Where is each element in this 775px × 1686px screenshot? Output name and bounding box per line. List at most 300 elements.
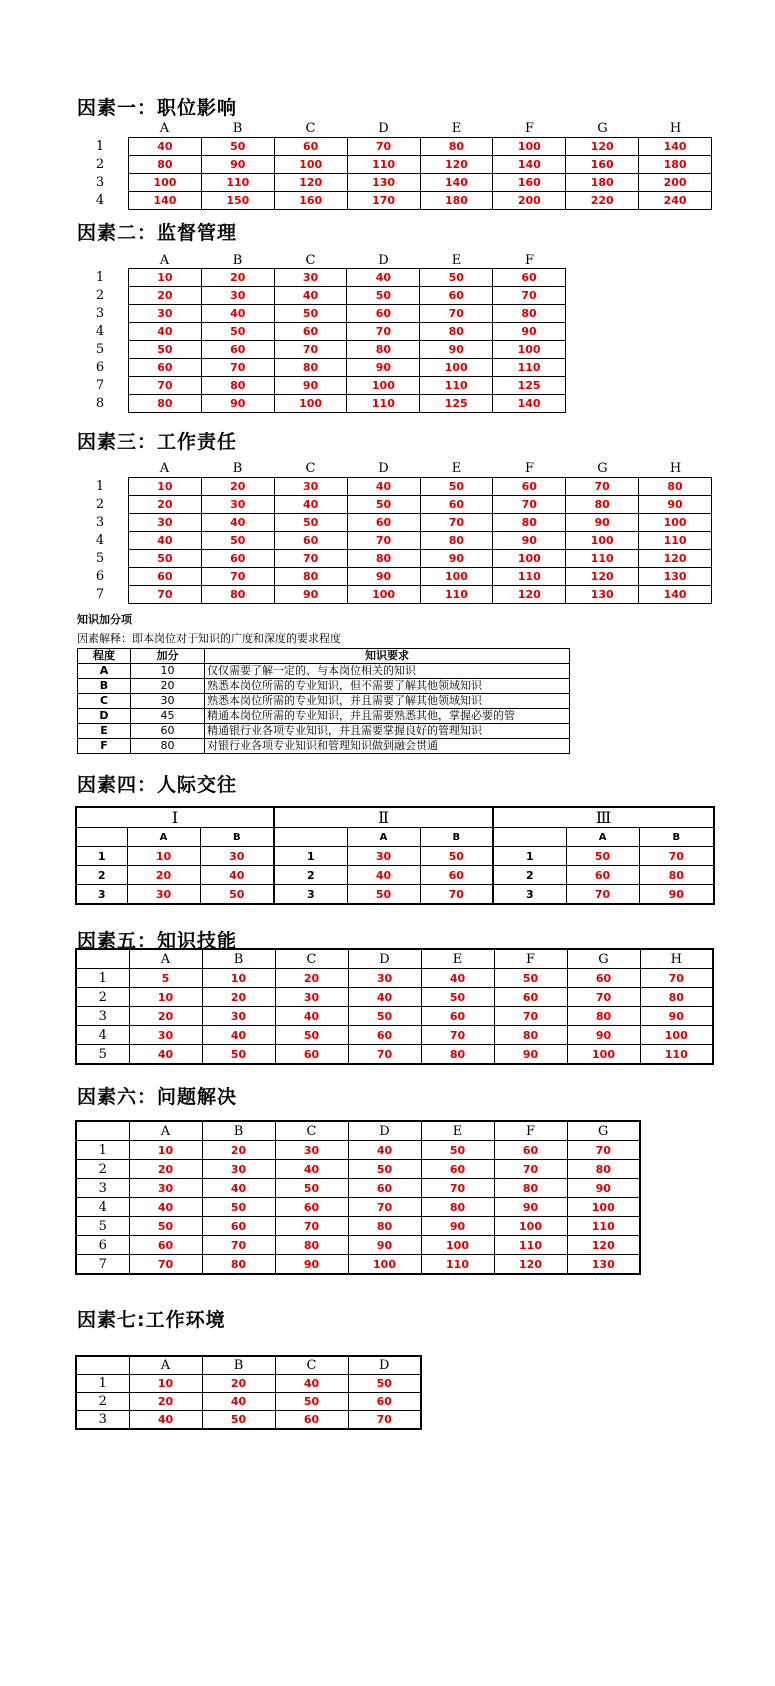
f6-col-header: B: [202, 1121, 275, 1141]
f2-row-number: 4: [95, 324, 105, 339]
value-cell: 60: [129, 359, 202, 377]
group-header: Ⅰ: [76, 807, 274, 828]
table-row: [129, 156, 712, 174]
value-cell: 50: [348, 1007, 421, 1026]
table-row: [129, 192, 712, 210]
value-cell: 200: [639, 174, 712, 192]
value-cell: 30: [274, 269, 347, 287]
value-cell: 60: [202, 1217, 275, 1236]
table-row: [76, 847, 714, 866]
f7-row-number: 3: [76, 1411, 129, 1430]
value-cell: 40: [129, 1198, 202, 1217]
f1-row-number: 2: [95, 157, 105, 172]
value-cell: 160: [274, 192, 347, 210]
value-cell: 60: [347, 305, 420, 323]
value-cell: 40: [274, 496, 347, 514]
value-cell: 70: [348, 1045, 421, 1065]
table-row: [129, 586, 712, 604]
value-cell: 200: [493, 192, 566, 210]
table-row: [76, 1411, 421, 1430]
row-number: 3: [274, 885, 347, 905]
table-row: [129, 395, 566, 413]
value-cell: 80: [493, 514, 566, 532]
value-cell: 80: [275, 1236, 348, 1255]
value-cell: 20: [129, 1393, 202, 1411]
value-cell: 50: [129, 550, 202, 568]
value-cell: 120: [566, 568, 639, 586]
f5-row-number: 2: [76, 988, 129, 1007]
f5-col-header: C: [275, 949, 348, 969]
value-cell: 50: [347, 287, 420, 305]
value-cell: 60: [348, 1393, 421, 1411]
value-cell: 60: [348, 1026, 421, 1045]
value-cell: 110: [421, 1255, 494, 1275]
value-cell: 80: [347, 341, 420, 359]
f3-col-header: C: [305, 461, 316, 476]
f6-row-number: 6: [76, 1236, 129, 1255]
f6-row-number: 7: [76, 1255, 129, 1275]
value-cell: 90: [347, 568, 420, 586]
f3-row-number: 1: [95, 479, 105, 494]
value-cell: 160: [566, 156, 639, 174]
value-cell: 30: [201, 496, 274, 514]
value-cell: 50: [129, 1217, 202, 1236]
value-cell: 70: [347, 323, 420, 341]
value-cell: 10: [129, 269, 202, 287]
value-cell: 70: [202, 1236, 275, 1255]
value-cell: 220: [566, 192, 639, 210]
header-row: [76, 1121, 640, 1141]
value-cell: 50: [420, 478, 493, 496]
value-cell: 40: [347, 866, 420, 885]
value-cell: 70: [493, 287, 566, 305]
value-cell: 70: [201, 568, 274, 586]
value-cell: 100: [494, 1217, 567, 1236]
requirement-cell: 精通银行业各项专业知识，并且需要掌握良好的管理知识: [205, 724, 570, 739]
value-cell: 50: [347, 496, 420, 514]
value-cell: 70: [348, 1411, 421, 1430]
value-cell: 70: [274, 341, 347, 359]
table-row: [78, 724, 570, 739]
value-cell: 50: [348, 1160, 421, 1179]
knowledge-header: 知识要求: [205, 649, 570, 664]
value-cell: 70: [494, 1007, 567, 1026]
value-cell: 10: [129, 1141, 202, 1160]
f2-col-header: A: [159, 253, 170, 268]
value-cell: 80: [348, 1217, 421, 1236]
f1-col-header: H: [669, 121, 682, 136]
value-cell: 5: [129, 969, 202, 988]
level-cell: B: [78, 679, 131, 694]
value-cell: 20: [129, 496, 202, 514]
value-cell: 90: [639, 496, 712, 514]
table-row: [76, 1236, 640, 1255]
sub-header: A: [127, 828, 200, 847]
value-cell: 60: [567, 969, 640, 988]
corner-cell: [76, 949, 129, 969]
value-cell: 140: [639, 586, 712, 604]
value-cell: 60: [494, 988, 567, 1007]
value-cell: 40: [129, 138, 202, 156]
value-cell: 50: [201, 138, 274, 156]
value-cell: 60: [274, 323, 347, 341]
value-cell: 80: [567, 1160, 640, 1179]
value-cell: 100: [566, 532, 639, 550]
score-cell: 60: [131, 724, 205, 739]
value-cell: 40: [275, 1007, 348, 1026]
table-row: [76, 1375, 421, 1393]
f2-row-number: 8: [95, 396, 105, 411]
value-cell: 100: [347, 586, 420, 604]
value-cell: 40: [200, 866, 274, 885]
value-cell: 110: [347, 156, 420, 174]
value-cell: 40: [129, 532, 202, 550]
level-cell: D: [78, 709, 131, 724]
table-row: [129, 323, 566, 341]
value-cell: 30: [348, 969, 421, 988]
level-cell: E: [78, 724, 131, 739]
value-cell: 70: [420, 885, 493, 905]
table-row: [76, 1045, 713, 1065]
f5-col-header: F: [494, 949, 567, 969]
value-cell: 60: [201, 341, 274, 359]
f1-col-header: C: [305, 121, 316, 136]
row-number: 3: [493, 885, 566, 905]
f5-col-header: G: [567, 949, 640, 969]
score-cell: 45: [131, 709, 205, 724]
f3-col-header: H: [669, 461, 682, 476]
table-row: [76, 1217, 640, 1236]
value-cell: 70: [129, 1255, 202, 1275]
f5-col-header: A: [129, 949, 202, 969]
score-cell: 80: [131, 739, 205, 754]
value-cell: 60: [493, 269, 566, 287]
table-row: [76, 1026, 713, 1045]
value-cell: 110: [567, 1217, 640, 1236]
f7-col-header: C: [275, 1356, 348, 1375]
value-cell: 40: [202, 1393, 275, 1411]
value-cell: 30: [129, 1026, 202, 1045]
value-cell: 140: [493, 395, 566, 413]
blank-cell: [76, 828, 127, 847]
value-cell: 50: [566, 847, 639, 866]
value-cell: 120: [420, 156, 493, 174]
level-cell: F: [78, 739, 131, 754]
f1-col-header: A: [159, 121, 170, 136]
value-cell: 40: [129, 323, 202, 341]
value-cell: 125: [493, 377, 566, 395]
row-number: 1: [274, 847, 347, 866]
value-cell: 70: [201, 359, 274, 377]
value-cell: 70: [566, 885, 639, 905]
value-cell: 100: [567, 1198, 640, 1217]
f2-col-header: C: [305, 253, 316, 268]
value-cell: 40: [348, 988, 421, 1007]
level-cell: C: [78, 694, 131, 709]
f1-col-header: F: [524, 121, 535, 136]
f3-table: [128, 477, 712, 604]
f1-col-header: G: [597, 121, 608, 136]
value-cell: 90: [493, 532, 566, 550]
table-row: [129, 377, 566, 395]
value-cell: 90: [567, 1026, 640, 1045]
table-row: [76, 1007, 713, 1026]
table-row: [129, 532, 712, 550]
corner-cell: [76, 1356, 129, 1375]
value-cell: 80: [274, 568, 347, 586]
f1-col-header: E: [451, 121, 462, 136]
value-cell: 40: [129, 1045, 202, 1065]
value-cell: 90: [275, 1255, 348, 1275]
value-cell: 30: [202, 1007, 275, 1026]
value-cell: 140: [493, 156, 566, 174]
value-cell: 50: [421, 1141, 494, 1160]
value-cell: 40: [201, 305, 274, 323]
value-cell: 110: [493, 359, 566, 377]
value-cell: 50: [202, 1411, 275, 1430]
f7-table: [75, 1355, 422, 1430]
value-cell: 60: [274, 532, 347, 550]
value-cell: 120: [494, 1255, 567, 1275]
value-cell: 100: [493, 550, 566, 568]
value-cell: 80: [129, 395, 202, 413]
value-cell: 30: [202, 1160, 275, 1179]
value-cell: 90: [567, 1179, 640, 1198]
f3-row-number: 3: [95, 515, 105, 530]
value-cell: 60: [421, 1160, 494, 1179]
table-row: [78, 679, 570, 694]
value-cell: 120: [274, 174, 347, 192]
value-cell: 140: [420, 174, 493, 192]
value-cell: 50: [202, 1198, 275, 1217]
f5-title: 因素五：知识技能: [77, 930, 238, 952]
value-cell: 80: [494, 1026, 567, 1045]
value-cell: 100: [567, 1045, 640, 1065]
value-cell: 120: [639, 550, 712, 568]
f2-row-number: 7: [95, 378, 105, 393]
f5-row-number: 1: [76, 969, 129, 988]
value-cell: 110: [639, 532, 712, 550]
value-cell: 125: [420, 395, 493, 413]
value-cell: 90: [639, 885, 714, 905]
group-header: Ⅲ: [493, 807, 714, 828]
f6-col-header: G: [567, 1121, 640, 1141]
value-cell: 60: [420, 287, 493, 305]
f3-col-header: E: [451, 461, 462, 476]
header-row: [76, 949, 713, 969]
value-cell: 20: [275, 969, 348, 988]
value-cell: 50: [201, 323, 274, 341]
value-cell: 100: [274, 156, 347, 174]
value-cell: 100: [493, 341, 566, 359]
value-cell: 50: [420, 269, 493, 287]
value-cell: 70: [640, 969, 713, 988]
value-cell: 80: [129, 156, 202, 174]
table-row: [129, 138, 712, 156]
row-number: 1: [76, 847, 127, 866]
f5-table: [75, 948, 714, 1065]
f5-col-header: D: [348, 949, 421, 969]
f2-row-number: 5: [95, 342, 105, 357]
value-cell: 50: [275, 1179, 348, 1198]
f3-row-number: 5: [95, 551, 105, 566]
value-cell: 110: [494, 1236, 567, 1255]
value-cell: 60: [420, 866, 493, 885]
value-cell: 50: [421, 988, 494, 1007]
value-cell: 90: [566, 514, 639, 532]
score-cell: 20: [131, 679, 205, 694]
value-cell: 80: [347, 550, 420, 568]
f6-row-number: 3: [76, 1179, 129, 1198]
value-cell: 80: [421, 1045, 494, 1065]
value-cell: 20: [202, 1141, 275, 1160]
level-cell: A: [78, 664, 131, 679]
f3-row-number: 6: [95, 569, 105, 584]
value-cell: 70: [566, 478, 639, 496]
value-cell: 180: [639, 156, 712, 174]
value-cell: 70: [420, 305, 493, 323]
f7-col-header: A: [129, 1356, 202, 1375]
table-row: [76, 1255, 640, 1275]
value-cell: 70: [421, 1026, 494, 1045]
value-cell: 70: [494, 1160, 567, 1179]
value-cell: 30: [347, 847, 420, 866]
row-number: 1: [493, 847, 566, 866]
value-cell: 40: [348, 1141, 421, 1160]
value-cell: 60: [274, 138, 347, 156]
value-cell: 50: [275, 1393, 348, 1411]
value-cell: 20: [127, 866, 200, 885]
value-cell: 40: [202, 1179, 275, 1198]
f1-row-number: 1: [95, 139, 105, 154]
value-cell: 40: [275, 1375, 348, 1393]
value-cell: 50: [494, 969, 567, 988]
value-cell: 70: [347, 532, 420, 550]
value-cell: 70: [348, 1198, 421, 1217]
f2-row-number: 6: [95, 360, 105, 375]
f2-col-header: D: [378, 253, 389, 268]
table-row: [129, 341, 566, 359]
f5-row-number: 3: [76, 1007, 129, 1026]
value-cell: 110: [420, 377, 493, 395]
f1-col-header: D: [378, 121, 389, 136]
value-cell: 80: [566, 496, 639, 514]
value-cell: 140: [129, 192, 202, 210]
value-cell: 30: [275, 988, 348, 1007]
value-cell: 80: [202, 1255, 275, 1275]
value-cell: 80: [639, 478, 712, 496]
table-row: [76, 1160, 640, 1179]
value-cell: 80: [567, 1007, 640, 1026]
f7-row-number: 2: [76, 1393, 129, 1411]
value-cell: 40: [274, 287, 347, 305]
value-cell: 50: [200, 885, 274, 905]
requirement-cell: 精通本岗位所需的专业知识，并且需要熟悉其他，掌握必要的管: [205, 709, 570, 724]
value-cell: 60: [129, 568, 202, 586]
value-cell: 110: [347, 395, 420, 413]
value-cell: 40: [202, 1026, 275, 1045]
value-cell: 20: [202, 1375, 275, 1393]
f6-col-header: F: [494, 1121, 567, 1141]
header-row: [76, 1356, 421, 1375]
value-cell: 30: [129, 1179, 202, 1198]
requirement-cell: 熟悉本岗位所需的专业知识，并且需要了解其他领域知识: [205, 694, 570, 709]
value-cell: 80: [274, 359, 347, 377]
f2-row-number: 3: [95, 306, 105, 321]
value-cell: 100: [129, 174, 202, 192]
value-cell: 60: [493, 478, 566, 496]
value-cell: 90: [493, 323, 566, 341]
value-cell: 110: [201, 174, 274, 192]
value-cell: 50: [129, 341, 202, 359]
table-row: [76, 988, 713, 1007]
value-cell: 70: [567, 988, 640, 1007]
value-cell: 170: [347, 192, 420, 210]
f6-row-number: 5: [76, 1217, 129, 1236]
value-cell: 100: [348, 1255, 421, 1275]
value-cell: 80: [201, 586, 274, 604]
table-row: [76, 1179, 640, 1198]
value-cell: 70: [275, 1217, 348, 1236]
f1-row-number: 3: [95, 175, 105, 190]
value-cell: 150: [201, 192, 274, 210]
value-cell: 160: [493, 174, 566, 192]
value-cell: 30: [201, 287, 274, 305]
value-cell: 20: [129, 287, 202, 305]
value-cell: 90: [640, 1007, 713, 1026]
f2-title: 因素二：监督管理: [77, 222, 238, 244]
value-cell: 30: [129, 514, 202, 532]
row-number: 2: [274, 866, 347, 885]
f3-row-number: 7: [95, 587, 105, 602]
value-cell: 30: [129, 305, 202, 323]
value-cell: 120: [567, 1236, 640, 1255]
value-cell: 20: [129, 1007, 202, 1026]
value-cell: 80: [493, 305, 566, 323]
value-cell: 90: [494, 1045, 567, 1065]
f5-col-header: E: [421, 949, 494, 969]
sub-header: A: [566, 828, 639, 847]
f2-col-header: E: [451, 253, 462, 268]
value-cell: 90: [274, 377, 347, 395]
value-cell: 140: [639, 138, 712, 156]
group-header-row: [76, 807, 714, 828]
f2-row-number: 2: [95, 288, 105, 303]
value-cell: 60: [347, 514, 420, 532]
table-row: [76, 969, 713, 988]
knowledge-title: 知识加分项: [77, 613, 132, 626]
sub-header: B: [420, 828, 493, 847]
table-row: [78, 694, 570, 709]
f6-table: [75, 1120, 641, 1275]
row-number: 2: [493, 866, 566, 885]
value-cell: 40: [347, 478, 420, 496]
value-cell: 10: [129, 988, 202, 1007]
value-cell: 40: [275, 1160, 348, 1179]
f3-col-header: B: [232, 461, 243, 476]
f3-row-number: 2: [95, 497, 105, 512]
f1-col-header: B: [232, 121, 243, 136]
value-cell: 80: [494, 1179, 567, 1198]
f6-col-header: A: [129, 1121, 202, 1141]
value-cell: 130: [347, 174, 420, 192]
value-cell: 70: [493, 496, 566, 514]
f3-title: 因素三：工作责任: [77, 431, 238, 453]
value-cell: 60: [566, 866, 639, 885]
table-row: [129, 550, 712, 568]
value-cell: 70: [639, 847, 714, 866]
f3-col-header: D: [378, 461, 389, 476]
